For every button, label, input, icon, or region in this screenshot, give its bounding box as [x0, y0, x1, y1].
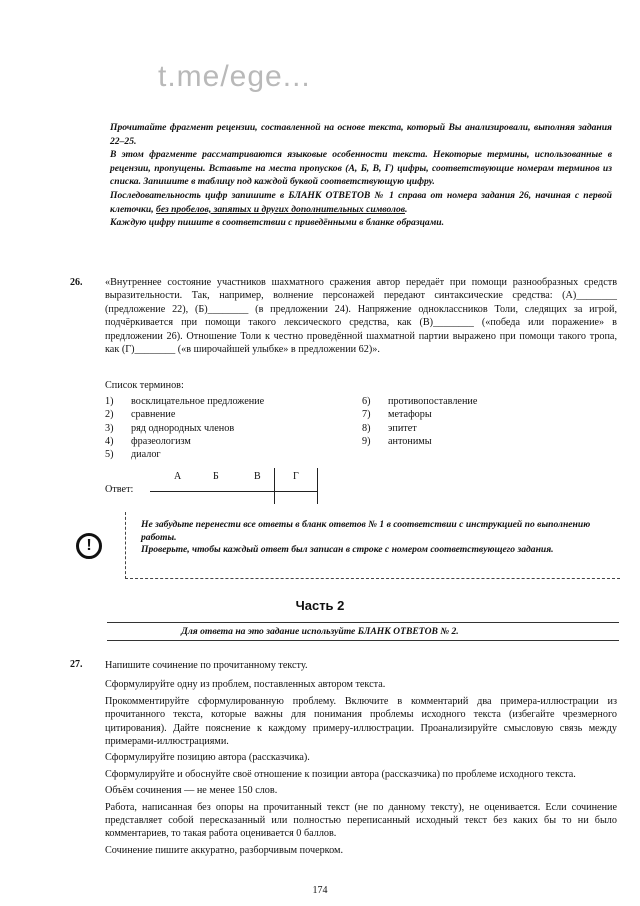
task-27-text-block: [105, 659, 617, 860]
part-2-rule-top: [107, 622, 619, 623]
term-item: [362, 435, 477, 448]
notice-check: Проверьте, чтобы каждый ответ был записан в строке с номером соответствующего задания.: [141, 544, 554, 556]
term-text: диалог: [131, 449, 161, 461]
task-27-paragraph: Напишите сочинение по прочитанному тексту.: [105, 660, 308, 671]
answer-label: Ответ:: [105, 484, 134, 495]
term-number: 5): [105, 449, 114, 461]
terms-list-right: [362, 395, 477, 448]
term-item: [105, 422, 264, 435]
task-26-text-block: [105, 276, 617, 356]
term-number: 1): [105, 396, 114, 407]
part-2-title: Часть 2: [295, 598, 345, 613]
answer-header-g: Г: [293, 471, 299, 482]
notice-block: [141, 519, 617, 557]
task-27-paragraph: Прокомментируйте сформулированную проблему. Включите в комментарий два примера-иллюстрации из прочитанного текста, которые важны для понимания проблемы исходного текста (избегайте чрезмерного цитирования). Дайте пояснение к каждому примеру-иллюстрации. Проанализируйте смысловую связь между примерами-иллюстрациями.: [105, 695, 617, 748]
instructions-block: [110, 121, 612, 230]
term-text: ряд однородных членов: [131, 422, 235, 434]
term-number: 4): [105, 435, 114, 447]
instructions-answer-form-start: Последовательность цифр запишите в БЛАНК ОТВЕТОВ № 1 справа от номера задания 26, начиная с первой клеточки,: [110, 189, 612, 215]
term-item: [105, 448, 264, 461]
answer-table-line: [150, 491, 318, 492]
term-item: [105, 408, 264, 421]
answer-table-right-edge: [317, 468, 318, 504]
term-number: 6): [362, 396, 371, 407]
term-item: [362, 395, 477, 408]
answer-table-divider: [274, 468, 275, 504]
instructions-intro: Прочитайте фрагмент рецензии, составленной на основе текста, который Вы анализировали, выполняя задания 22–25.: [110, 122, 612, 147]
task-26-review-text: «Внутреннее состояние участников шахматного сражения автор передаёт при помощи разнообразных средств выразительности. Так, например, волнение персонажей передают синтаксические средства: (А)________ (предложение 22), (Б)________ (в предложении 24). Напряжение одноклассников Толи, следящих за игрой, подчёркивается при помощи такого лексического средства, как (В)________ («победа или поражение» в предложении 26). Отношение Толи к честно проведённой шахматной партии выражено при помощи такого тропа, как (Г)________ («в широчайшей улыбке» в предложении 62)».: [105, 277, 617, 356]
term-number: 8): [362, 422, 371, 434]
answer-header-a: А: [174, 471, 182, 482]
term-text: эпитет: [388, 422, 417, 434]
page-number: 174: [312, 885, 328, 896]
watermark: t.me/ege...: [158, 60, 311, 93]
term-item: [105, 435, 264, 448]
term-text: восклицательное предложение: [131, 396, 265, 407]
instructions-answer-form-end: .: [405, 203, 408, 215]
term-number: 2): [105, 409, 114, 421]
notice-transfer: Не забудьте перенести все ответы в бланк ответов № 1 в соответствии с инструкцией по выполнению работы.: [141, 519, 591, 543]
part-2-rule-bottom: [107, 640, 619, 641]
term-number: 9): [362, 435, 371, 447]
terms-list-left: [105, 395, 264, 461]
term-item: [362, 408, 477, 421]
term-item: [105, 395, 264, 408]
answer-header-v: В: [254, 471, 261, 482]
term-item: [362, 422, 477, 435]
task-26-number: 26.: [70, 277, 83, 288]
instructions-answer-form: [110, 189, 612, 216]
task-27-number: 27.: [70, 659, 83, 670]
instructions-digits: Каждую цифру пишите в соответствии с приведёнными в бланке образцами.: [110, 217, 445, 229]
terms-list-title: Список терминов:: [105, 380, 184, 391]
answer-table-headers: [150, 471, 330, 505]
answer-header-b: Б: [213, 471, 219, 482]
term-text: фразеологизм: [131, 435, 191, 447]
part-2-subtitle: Для ответа на это задание используйте БЛАНК ОТВЕТОВ № 2.: [181, 626, 459, 637]
task-27-paragraph: Сформулируйте и обоснуйте своё отношение к позиции автора (рассказчика) по проблеме исходного текста.: [105, 768, 576, 780]
task-27-paragraph: Сформулируйте позицию автора (рассказчика).: [105, 752, 310, 764]
term-text: противопоставление: [388, 396, 478, 407]
instructions-underlined: без пробелов, запятых и других дополнительных символов: [156, 203, 406, 215]
term-text: сравнение: [131, 409, 176, 421]
term-number: 3): [105, 422, 114, 434]
task-27-paragraph: Работа, написанная без опоры на прочитанный текст (не по данному тексту), не оценивается. Если сочинение представляет собой пересказанный или полностью переписанный исходный текст без каких бы то ни было комментариев, то такая работа оценивается 0 баллов.: [105, 801, 617, 840]
task-27-paragraph: Объём сочинения — не менее 150 слов.: [105, 785, 278, 797]
term-text: антонимы: [388, 435, 432, 447]
term-text: метафоры: [388, 409, 432, 421]
task-27-paragraph: Сформулируйте одну из проблем, поставленных автором текста.: [105, 679, 386, 691]
task-27-paragraph: Сочинение пишите аккуратно, разборчивым почерком.: [105, 844, 344, 856]
exclamation-icon: !: [76, 533, 102, 559]
instructions-details: В этом фрагменте рассматриваются языковые особенности текста. Некоторые термины, использованные в рецензии, пропущены. Вставьте на места пропусков (А, Б, В, Г) цифры, соответствующие номерам терминов из списка. Запишите в таблицу под каждой буквой соответствующую цифру.: [110, 149, 612, 188]
term-number: 7): [362, 409, 371, 421]
